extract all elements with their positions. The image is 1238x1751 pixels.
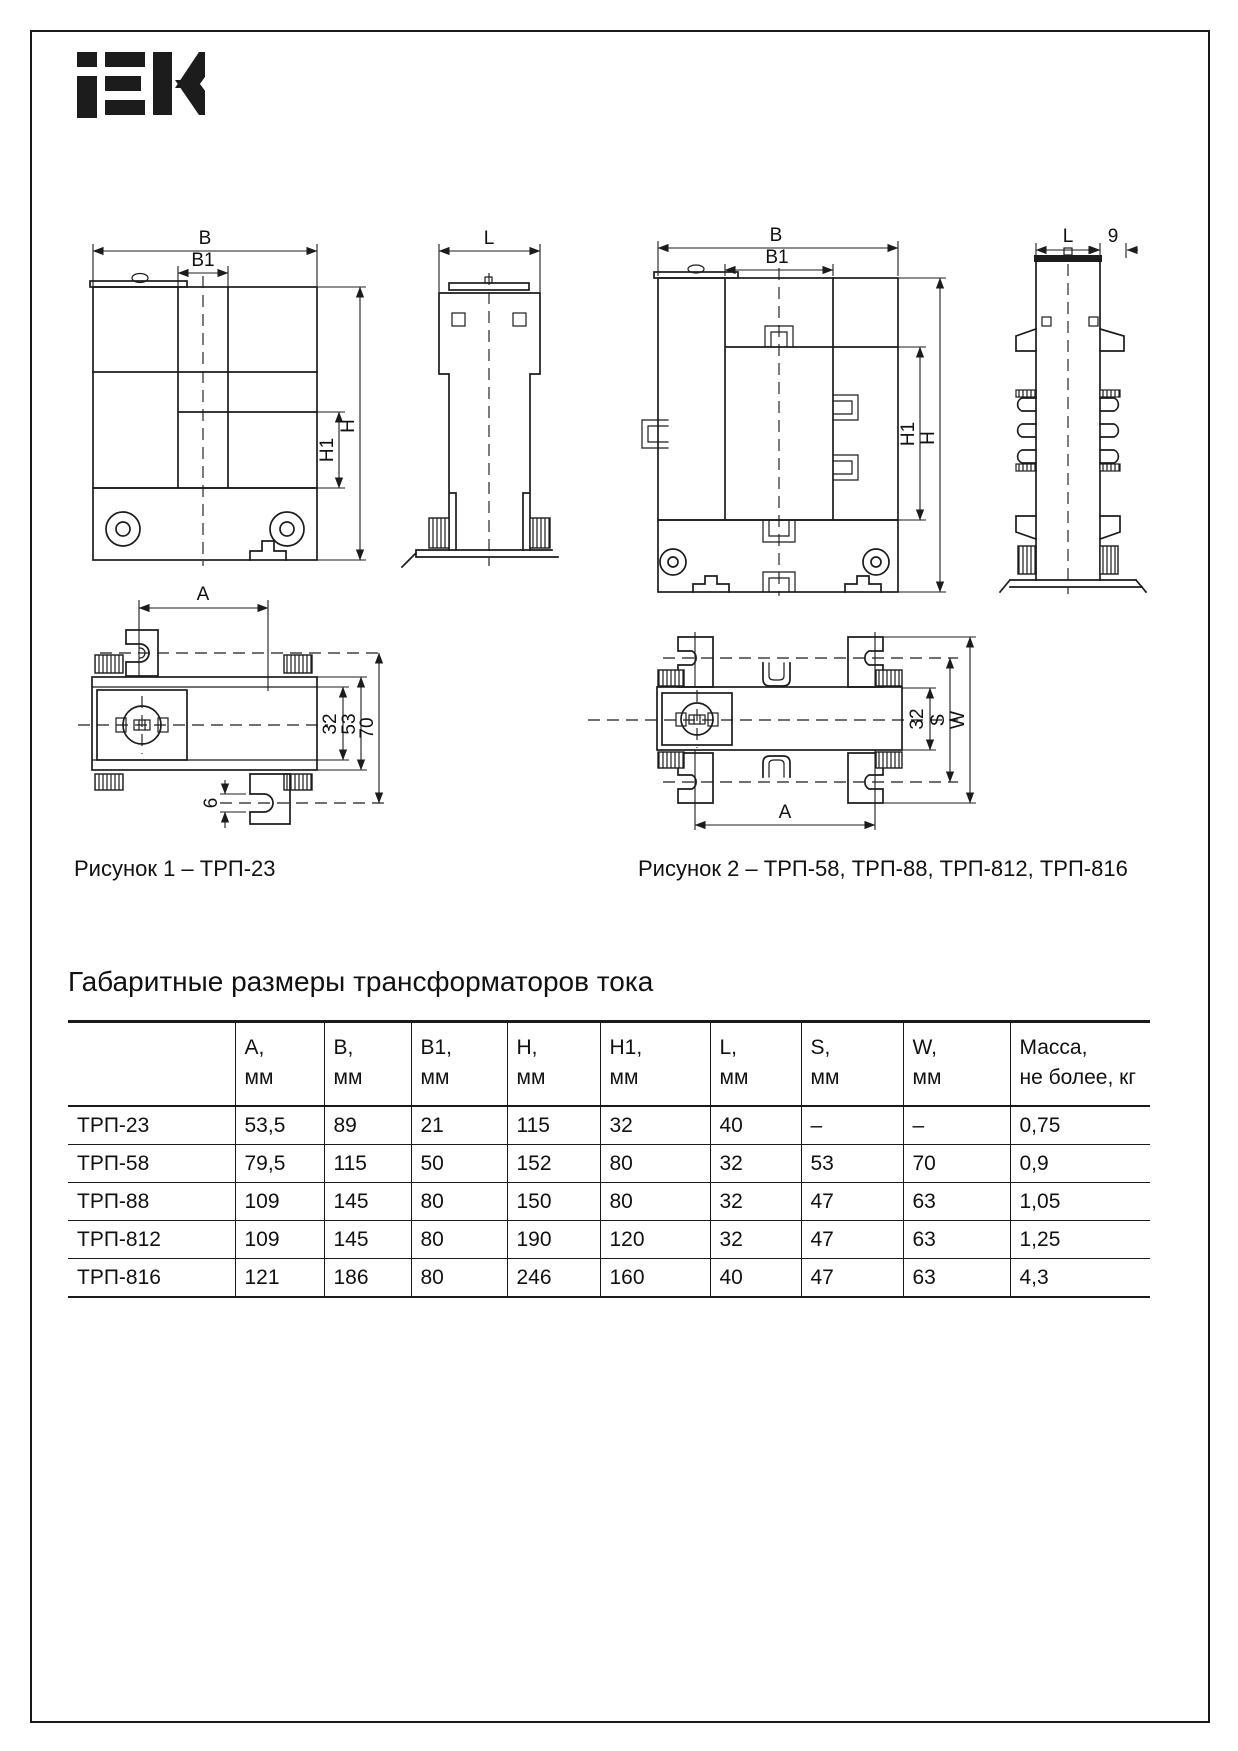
row-name: ТРП-816 xyxy=(68,1259,235,1298)
table-cell: 121 xyxy=(235,1259,324,1298)
figure2-front-view xyxy=(578,198,970,598)
figure1-front-view xyxy=(70,198,370,570)
dim-label-a: A xyxy=(778,802,792,823)
col-header-b1: B1, мм xyxy=(411,1022,507,1107)
table-cell: 0,9 xyxy=(1010,1145,1150,1183)
table-cell: 50 xyxy=(411,1145,507,1183)
col-header-a: A, мм xyxy=(235,1022,324,1107)
col-header-h1: H1, мм xyxy=(600,1022,710,1107)
table-cell: 47 xyxy=(801,1183,903,1221)
row-name: ТРП-812 xyxy=(68,1221,235,1259)
figure2-side-view xyxy=(990,198,1160,598)
table-cell: 4,3 xyxy=(1010,1259,1150,1298)
dim-label-h1: H1 xyxy=(317,437,338,463)
table-cell: 120 xyxy=(600,1221,710,1259)
table-cell: 246 xyxy=(507,1259,600,1298)
table-cell: 53 xyxy=(801,1145,903,1183)
table-cell: 80 xyxy=(600,1183,710,1221)
figure2-bottom-view xyxy=(578,560,988,840)
row-name: ТРП-23 xyxy=(68,1106,235,1145)
dim-label-b1: B1 xyxy=(191,250,215,271)
table-cell: 80 xyxy=(600,1145,710,1183)
table-cell: 109 xyxy=(235,1221,324,1259)
dim-label-b1: B1 xyxy=(765,247,789,268)
table-cell: 150 xyxy=(507,1183,600,1221)
table-cell: 145 xyxy=(324,1221,411,1259)
table-cell: 32 xyxy=(710,1221,801,1259)
figure2-caption: Рисунок 2 – ТРП-58, ТРП-88, ТРП-812, ТРП-816 xyxy=(638,856,1128,881)
table-row xyxy=(68,1221,1150,1259)
dim-label-h1: H1 xyxy=(898,421,919,447)
dim-label-a: A xyxy=(196,584,210,605)
dim-label-h: H xyxy=(338,419,359,433)
table-cell: – xyxy=(903,1106,1010,1145)
table-cell: 40 xyxy=(710,1259,801,1298)
figure1-caption: Рисунок 1 – ТРП-23 xyxy=(74,856,276,881)
table-cell: 32 xyxy=(710,1145,801,1183)
table-row xyxy=(68,1145,1150,1183)
table-cell: 145 xyxy=(324,1183,411,1221)
table-cell: 80 xyxy=(411,1259,507,1298)
table-cell: 32 xyxy=(710,1183,801,1221)
dim-label-s: S xyxy=(928,713,949,727)
dim-label-53: 53 xyxy=(339,713,360,735)
col-header-w: W, мм xyxy=(903,1022,1010,1107)
table-cell: 70 xyxy=(903,1145,1010,1183)
dim-label-70: 70 xyxy=(357,717,378,739)
col-header-mass: Масса, не более, кг xyxy=(1010,1022,1150,1107)
table-cell: 186 xyxy=(324,1259,411,1298)
table-cell: 79,5 xyxy=(235,1145,324,1183)
table-title: Габаритные размеры трансформаторов тока xyxy=(68,966,654,997)
col-header-s: S, мм xyxy=(801,1022,903,1107)
figure1-side-view xyxy=(372,198,562,570)
figure1-bottom-view xyxy=(70,556,390,836)
table-row xyxy=(68,1259,1150,1298)
dim-label-9: 9 xyxy=(1107,226,1119,247)
dim-label-b: B xyxy=(198,228,212,249)
table-cell: 63 xyxy=(903,1221,1010,1259)
iek-logo xyxy=(75,52,205,124)
col-header-h: H, мм xyxy=(507,1022,600,1107)
table-cell: 1,25 xyxy=(1010,1221,1150,1259)
table-cell: 40 xyxy=(710,1106,801,1145)
col-header-l: L, мм xyxy=(710,1022,801,1107)
col-header-empty xyxy=(68,1022,235,1107)
table-cell: 109 xyxy=(235,1183,324,1221)
table-row xyxy=(68,1106,1150,1145)
table-header-row xyxy=(68,1022,1150,1107)
dim-label-b: B xyxy=(769,225,783,246)
table-cell: 63 xyxy=(903,1259,1010,1298)
iek-logo-glyphs xyxy=(77,52,205,118)
col-header-b: B, мм xyxy=(324,1022,411,1107)
table-cell: 1,05 xyxy=(1010,1183,1150,1221)
table-cell: 0,75 xyxy=(1010,1106,1150,1145)
dim-label-h: H xyxy=(918,431,939,445)
table-cell: 89 xyxy=(324,1106,411,1145)
dim-label-l: L xyxy=(1062,226,1074,247)
table-cell: 80 xyxy=(411,1221,507,1259)
table-row xyxy=(68,1183,1150,1221)
table-cell: 190 xyxy=(507,1221,600,1259)
row-name: ТРП-88 xyxy=(68,1183,235,1221)
table-cell: 115 xyxy=(324,1145,411,1183)
table-cell: 152 xyxy=(507,1145,600,1183)
row-name: ТРП-58 xyxy=(68,1145,235,1183)
dim-label-32: 32 xyxy=(320,713,341,735)
dimensions-table xyxy=(68,1020,1150,1298)
table-cell: 32 xyxy=(600,1106,710,1145)
dim-label-w: W xyxy=(948,711,969,729)
table-cell: 47 xyxy=(801,1259,903,1298)
table-cell: – xyxy=(801,1106,903,1145)
table-cell: 21 xyxy=(411,1106,507,1145)
dim-label-6: 6 xyxy=(201,797,222,809)
table-cell: 47 xyxy=(801,1221,903,1259)
table-cell: 80 xyxy=(411,1183,507,1221)
dim-label-l: L xyxy=(483,228,495,249)
table-cell: 160 xyxy=(600,1259,710,1298)
table-cell: 115 xyxy=(507,1106,600,1145)
table-cell: 53,5 xyxy=(235,1106,324,1145)
dim-label-32: 32 xyxy=(907,708,928,730)
table-cell: 63 xyxy=(903,1183,1010,1221)
